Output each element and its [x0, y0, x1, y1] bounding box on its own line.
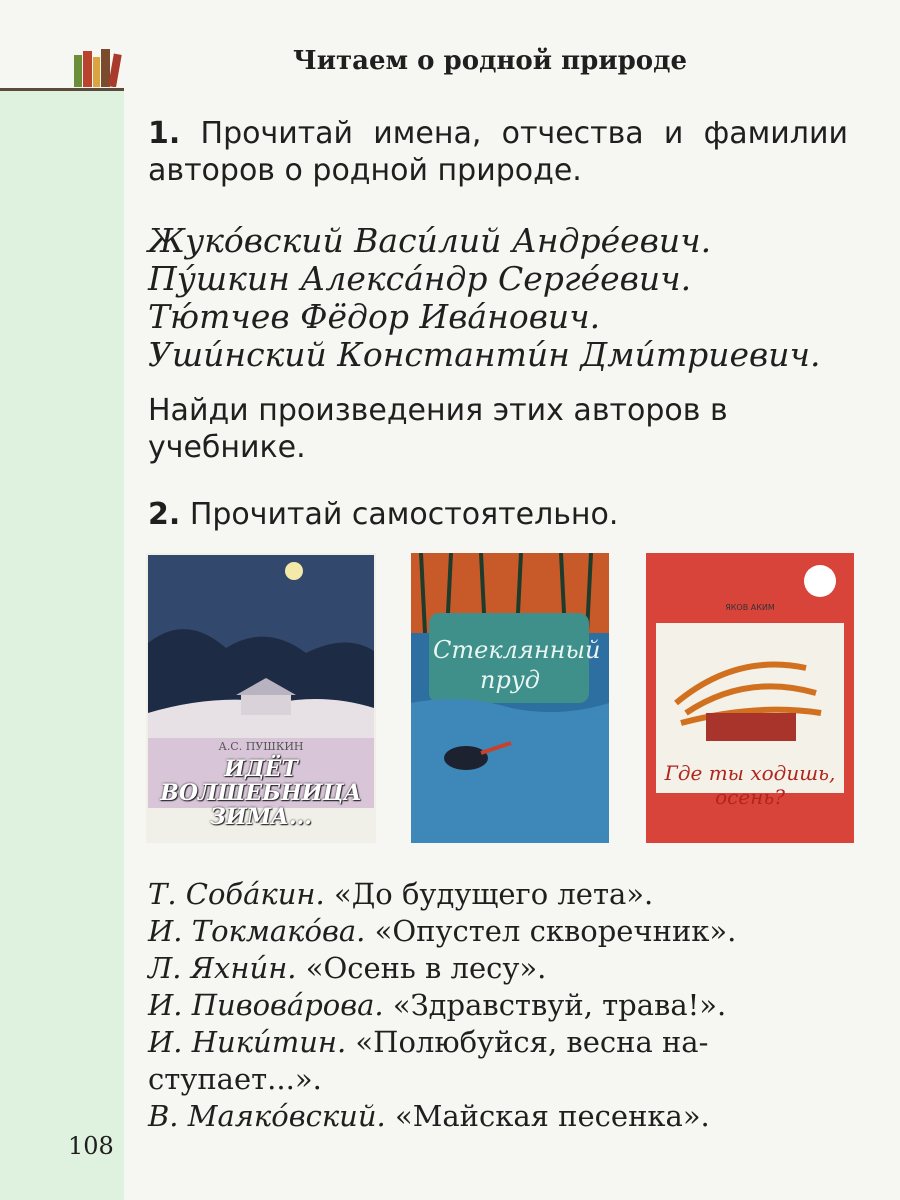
author-line: Тю́тчев Фёдор Ива́нович.: [148, 297, 601, 336]
reading-item: [148, 1024, 848, 1061]
reading-item: [148, 1061, 848, 1098]
reading-author: Л. Яхни́н.: [148, 951, 297, 985]
margin-strip: [0, 88, 124, 1200]
reading-author: В. Маяко́вский.: [148, 1099, 386, 1133]
book-cover-autumn: [646, 553, 854, 843]
reading-list: [148, 876, 848, 1135]
book-cover-glass-pond: [411, 553, 609, 843]
reading-title: «Полюбуйся, весна на-: [355, 1025, 709, 1059]
task-number: 1.: [148, 116, 181, 151]
authors-list: [148, 222, 848, 374]
book-cover-pushkin: [146, 553, 376, 843]
reading-title: «Осень в лесу».: [305, 951, 547, 985]
reading-title: «До будущего лета».: [333, 877, 654, 911]
header-rule: [0, 88, 124, 91]
reading-author: И. Токмако́ва.: [148, 914, 366, 948]
pond-illustration: [411, 553, 609, 843]
reading-title: «Опустел скворечник».: [374, 914, 737, 948]
reading-item: [148, 1098, 848, 1135]
page-number: 108: [68, 1132, 114, 1160]
reading-item: [148, 950, 848, 987]
reading-item: [148, 913, 848, 950]
author-line: Жуко́вский Васи́лий Андре́евич.: [148, 221, 712, 260]
cover-title: Стеклянный пруд: [433, 636, 601, 694]
cover-author: ЯКОВ АКИМ: [725, 603, 775, 612]
page-title: Читаем о родной природе: [293, 46, 687, 76]
cover-title: Где ты ходишь, осень?: [664, 761, 836, 809]
cover-author: А.С. ПУШКИН: [218, 740, 304, 753]
reading-author: И. Ники́тин.: [148, 1025, 347, 1059]
task-1-instruction: Найди произведения этих авторов в учебнике.: [148, 393, 728, 465]
task-text: Прочитай самостоятельно.: [189, 497, 619, 532]
task-2: [148, 496, 848, 533]
reading-title: «Здравствуй, трава!».: [392, 988, 727, 1022]
reading-author: И. Пивова́рова.: [148, 988, 384, 1022]
reading-author: Т. Соба́кин.: [148, 877, 325, 911]
reading-title: ступает...».: [148, 1062, 322, 1096]
books-icon: [72, 45, 124, 87]
author-line: Уши́нский Константи́н Дми́триевич.: [148, 335, 821, 374]
task-1: [148, 115, 848, 189]
task-number: 2.: [148, 497, 181, 532]
author-line: Пу́шкин Алекса́ндр Серге́евич.: [148, 259, 692, 298]
cover-title: ИДЁТ ВОЛШЕБНИЦА ЗИМА...: [160, 756, 362, 830]
reading-title: «Майская песенка».: [394, 1099, 710, 1133]
task-text: Прочитай имена, отчества и фамилии авторов о родной природе.: [148, 116, 848, 188]
reading-item: [148, 876, 848, 913]
reading-item: [148, 987, 848, 1024]
